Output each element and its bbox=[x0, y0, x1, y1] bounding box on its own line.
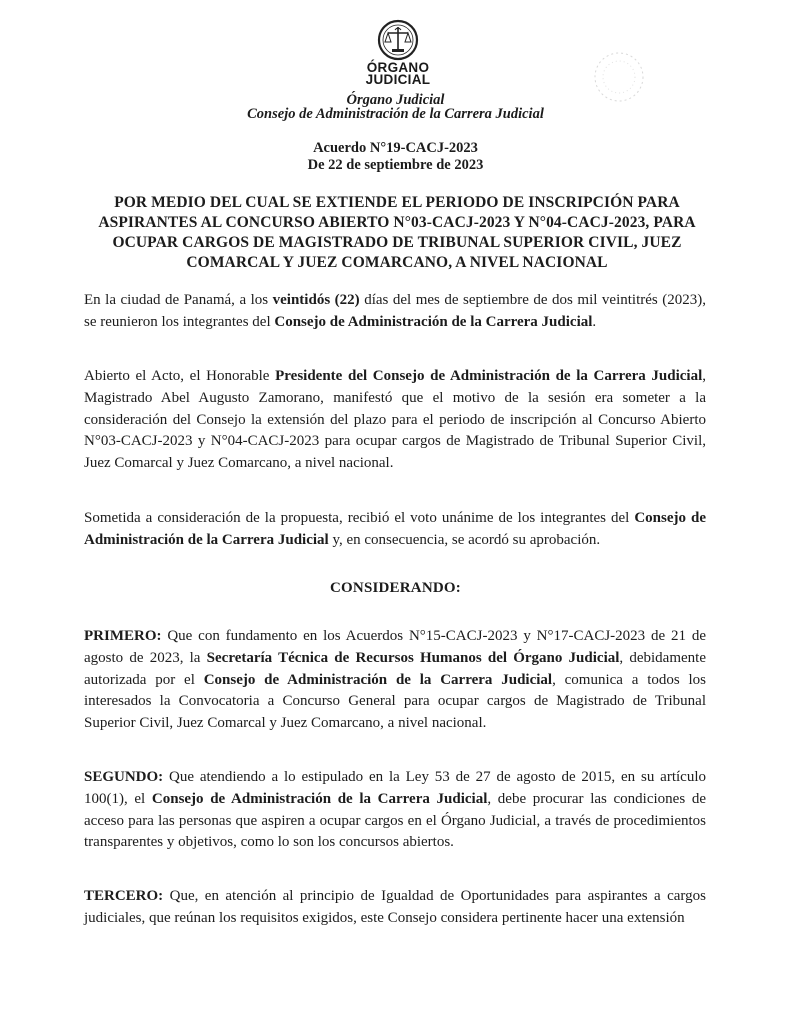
acuerdo-number: Acuerdo N°19-CACJ-2023 bbox=[313, 140, 478, 156]
text: , comunica a todos los interesados la Convocatoria a Concurso General para ocupar cargos de Magistrado de Tribunal Superior Civil, Juez Comarcal y Juez Comarcano, a nivel nacional. bbox=[84, 671, 707, 732]
heading-line: COMARCAL Y JUEZ COMARCANO, A NIVEL NACIONAL bbox=[186, 254, 608, 271]
text: Que, en atención al principio de Igualdad de Oportunidades para aspirantes a cargos judiciales, que reúnan los requisitos exigidos, este Consejo considera pertinente hacer una extensión bbox=[84, 888, 706, 926]
bold-text: Secretaría Técnica de Recursos Humanos del Órgano Judicial bbox=[206, 649, 620, 666]
bold-text: veintidós (22) bbox=[272, 292, 360, 308]
text: Que con fundamento en los Acuerdos N°15-CACJ-2023 y N°17-CACJ-2023 de 21 de agosto de 2023, la bbox=[84, 628, 706, 666]
bold-text: Presidente del Consejo de Administración de la Carrera Judicial bbox=[275, 368, 703, 384]
paragraph-tercero bbox=[84, 886, 706, 930]
text: , debidamente autorizada por el bbox=[84, 649, 706, 688]
paragraph-act bbox=[84, 366, 706, 475]
considerando-heading: CONSIDERANDO: bbox=[330, 580, 461, 596]
clause-label: PRIMERO: bbox=[84, 628, 162, 644]
organo-judicial-logo bbox=[358, 18, 438, 100]
council-name: Consejo de Administración de la Carrera Judicial bbox=[247, 106, 544, 122]
text: Sometida a consideración de la propuesta, recibió el voto unánime de los integrantes del bbox=[84, 510, 635, 526]
bold-text: Consejo de Administración de la Carrera Judicial bbox=[151, 790, 488, 807]
paragraph-opening bbox=[84, 290, 706, 334]
heading-line: POR MEDIO DEL CUAL SE EXTIENDE EL PERIODO DE INSCRIPCIÓN PARA bbox=[114, 194, 680, 211]
clause-label: TERCERO: bbox=[84, 888, 164, 904]
text: . bbox=[592, 313, 597, 330]
text: , debe procurar las condiciones de acceso para las personas que aspiren a ocupar cargos en el Órgano Judicial, a través de procedimientos transparentes y objetivos, como lo son los concursos abiertos. bbox=[84, 790, 706, 851]
bold-text: Consejo de Administración de la Carrera Judicial bbox=[84, 510, 706, 548]
text: , Magistrado Abel Augusto Zamorano, manifestó que el motivo de la sesión era someter a la consideración del Consejo la extensión del plazo para el periodo de inscripción al Concurso Abierto N°03-CACJ-2023 y N°04-CACJ-2023 para ocupar cargos de Magistrado de Tribunal Superior Civil, Juez Comarcal y Juez Comarcano, a nivel nacional. bbox=[84, 368, 706, 472]
paragraph-vote bbox=[84, 508, 706, 552]
paragraph-segundo bbox=[84, 767, 706, 854]
heading-line: ASPIRANTES AL CONCURSO ABIERTO N°03-CACJ-2023 Y N°04-CACJ-2023, PARA bbox=[98, 214, 696, 231]
heading-line: OCUPAR CARGOS DE MAGISTRADO DE TRIBUNAL SUPERIOR CIVIL, JUEZ bbox=[112, 234, 682, 251]
bold-text: Consejo de Administración de la Carrera Judicial bbox=[274, 313, 593, 330]
seal-icon bbox=[376, 18, 420, 62]
text: días del mes de septiembre de dos mil veintitrés (2023), se reunieron los integrantes del bbox=[84, 292, 707, 330]
logo-word-organo: ÓRGANO bbox=[366, 60, 430, 75]
logo-word-judicial: JUDICIAL bbox=[365, 72, 431, 87]
org-name: Órgano Judicial bbox=[346, 92, 445, 108]
text: y, en consecuencia, se acordó su aprobación. bbox=[328, 531, 601, 548]
clause-label: SEGUNDO: bbox=[84, 769, 164, 785]
document-heading bbox=[92, 193, 702, 273]
text: En la ciudad de Panamá, a los bbox=[84, 292, 273, 308]
bold-text: Consejo de Administración de la Carrera Judicial bbox=[203, 671, 553, 688]
text: Que atendiendo a lo estipulado en la Ley 53 de 27 de agosto de 2015, en su artículo 100(1), el bbox=[84, 769, 706, 807]
text: Abierto el Acto, el Honorable bbox=[84, 368, 276, 384]
paragraph-primero bbox=[84, 626, 706, 735]
acuerdo-date: De 22 de septiembre de 2023 bbox=[307, 157, 484, 173]
